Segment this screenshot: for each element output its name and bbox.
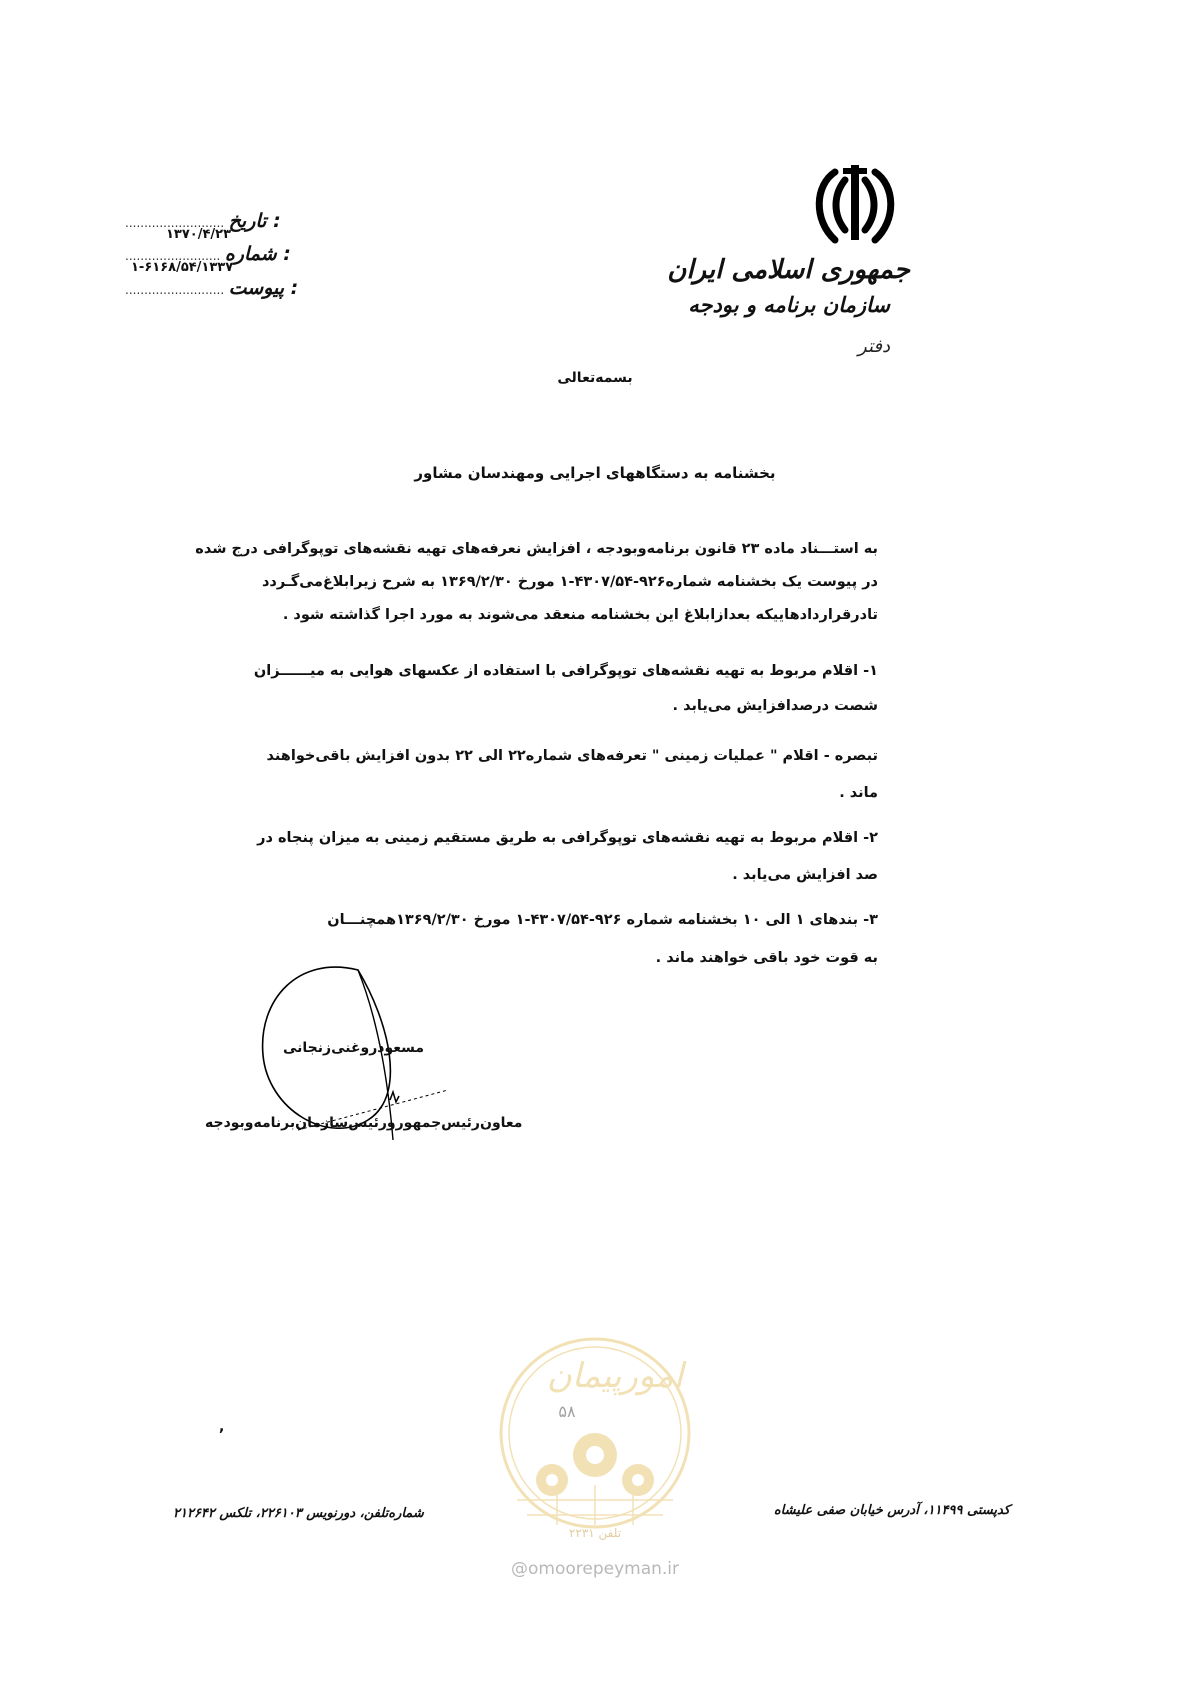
attachment-dots: .......................... (125, 283, 225, 297)
body-line: ماند . (839, 785, 878, 801)
signatory-title: معاون‌رئیس‌جمهورورئیس‌سازمان‌برنامه‌وبودجه (205, 1115, 523, 1131)
body-line: شصت درصدافزایش می‌یابد . (672, 698, 878, 714)
body-line: صد افزایش می‌یابد . (732, 867, 878, 883)
body-line: ۲- اقلام مربوط به تهیه نقشه‌های توپوگرافی به طریق مستقیم زمینی به میزان پنجاه در (257, 830, 878, 846)
omoorepeyman-watermark-logo (497, 1325, 693, 1555)
watermark-site: @omoorepeyman.ir (510, 1559, 680, 1579)
office-name: دفتر (858, 336, 890, 357)
number-label: شماره : (224, 243, 291, 265)
body-line: ۳- بندهای ۱ الی ۱۰ بخشنامه شماره ۹۲۶-۴۳۰۷/۵۴-۱ مورخ ۱۳۶۹/۲/۳۰همچنـــان (327, 912, 878, 928)
iran-emblem-icon (805, 160, 905, 250)
watermark-brand: امورپیمان (546, 1356, 684, 1396)
body-line: تبصره - اقلام " عملیات زمینی " تعرفه‌های شماره۲۲ الی ۲۲ بدون افزایش باقی‌خواهند (266, 748, 878, 764)
org-name-line2: سازمان برنامه و بودجه (688, 293, 890, 317)
footer-contact-right: کدپستی ۱۱۴۹۹، آدرس خیابان صفی علیشاه (773, 1503, 1010, 1518)
body-line: به استـــناد ماده ۲۳ قانون برنامه‌وبودجه ، افزایش نعرفه‌های تهیه نقشه‌های توپوگرافی درج شده (195, 541, 878, 557)
body-line: در پیوست یک بخشنامه شماره۹۲۶-۴۳۰۷/۵۴-۱ مورخ ۱۳۶۹/۲/۳۰ به شرح زیرابلاغ‌می‌گـردد (261, 574, 878, 590)
signatory-name: مسعودروغنی‌زنجانی (283, 1040, 425, 1056)
body-line: ۱- اقلام مربوط به تهیه نقشه‌های توپوگرافی با استفاده از عکسهای هوایی به میــــــزان (253, 663, 878, 679)
number-dots: ......................... (125, 249, 221, 263)
attachment-row (125, 277, 298, 299)
page-number: ۵۸ (558, 1402, 576, 1421)
date-dots: .......................... (125, 216, 225, 230)
date-label: تاریخ : (228, 210, 281, 232)
attachment-label: پیوست : (228, 277, 299, 299)
bismillah: بسمه‌تعالی (557, 370, 633, 386)
footer-contact-left: شماره‌تلفن‌، دورنویس ۲۲۶۱۰۳، تلکس ۲۱۲۶۴۲ (173, 1506, 424, 1521)
org-name-line1: جمهوری اسلامی ایران (667, 255, 910, 285)
number-value: ۱-۶۱۶۸/۵۴/۱۳۳۷ (131, 260, 234, 275)
date-value: ۱۳۷۰/۴/۲۳ (166, 227, 232, 242)
stray-mark: , (219, 1419, 225, 1435)
watermark-phone: تلفن ۲۲۳۱ (568, 1526, 622, 1540)
body-line: تادرقراردادهاییکه بعدازابلاغ این بخشنامه منعقد می‌شوند به مورد اجرا گذاشته شود . (282, 607, 878, 623)
body-line: به قوت خود باقی خواهند ماند . (655, 950, 878, 966)
circular-heading: بخشنامه به دستگاههای اجرایی ومهندسان مشاور (414, 464, 776, 482)
